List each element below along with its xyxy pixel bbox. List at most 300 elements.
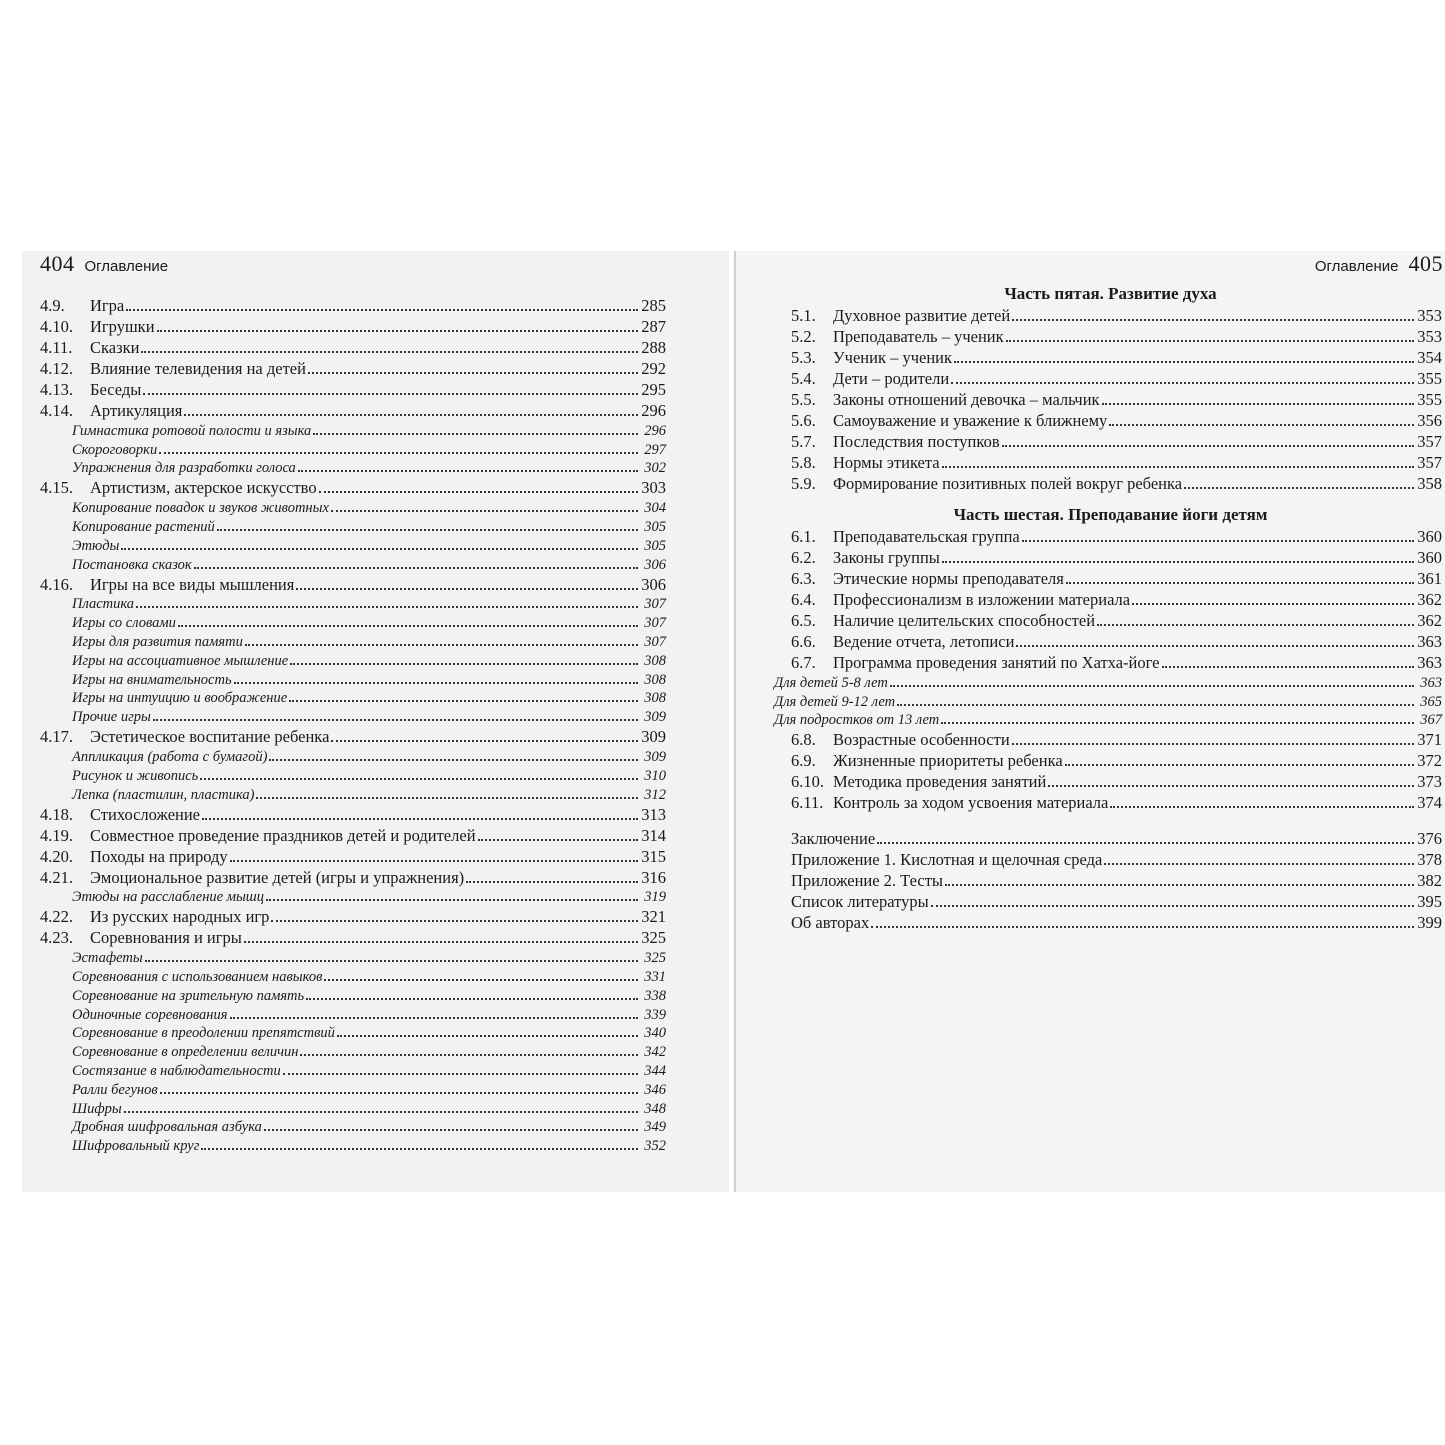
entry-title: Игрушки xyxy=(90,317,155,336)
entry-page: 314 xyxy=(641,825,666,845)
entry-page: 362 xyxy=(1417,611,1442,630)
toc-entry xyxy=(736,652,1445,673)
toc-subentry xyxy=(22,707,729,726)
toc-entry xyxy=(736,589,1445,610)
entry-title: Нормы этикета xyxy=(833,453,940,472)
entry-page: 309 xyxy=(644,709,666,726)
part-title: Часть пятая. Развитие духа xyxy=(1004,284,1217,303)
toc-subentry xyxy=(22,670,729,689)
dot-leader xyxy=(124,1111,638,1113)
dot-leader xyxy=(1016,645,1414,647)
entry-title: Этические нормы преподавателя xyxy=(833,569,1064,588)
dot-leader xyxy=(1065,764,1414,766)
toc-entry xyxy=(22,295,729,316)
dot-leader xyxy=(298,470,638,472)
toc-list-left xyxy=(22,295,729,1155)
entry-page: 362 xyxy=(1417,590,1442,609)
dot-leader xyxy=(217,529,638,531)
dot-leader xyxy=(890,685,1414,687)
entry-title: Жизненные приоритеты ребенка xyxy=(833,751,1063,771)
toc-entry xyxy=(22,825,729,846)
entry-number: 6.5. xyxy=(791,611,816,630)
dot-leader xyxy=(1132,603,1414,605)
entry-page: 325 xyxy=(641,928,666,948)
entry-title: Приложение 1. Кислотная и щелочная среда xyxy=(791,850,1103,870)
entry-title: Одиночные соревнования xyxy=(72,1006,228,1023)
entry-page: 367 xyxy=(1420,712,1442,729)
dot-leader xyxy=(897,704,1414,706)
toc-subentry xyxy=(22,1118,729,1137)
entry-title: Заключение xyxy=(791,829,876,849)
toc-entry xyxy=(22,574,729,595)
dot-leader xyxy=(942,561,1414,563)
entry-number: 4.12. xyxy=(40,359,73,378)
toc-entry xyxy=(22,400,729,421)
page-number: 405 xyxy=(1408,251,1443,276)
entry-number: 4.18. xyxy=(40,804,73,824)
dot-leader xyxy=(143,393,638,395)
entry-title: Артикуляция xyxy=(90,401,183,420)
toc-entry xyxy=(736,431,1445,452)
entry-title: Походы на природу xyxy=(90,846,228,866)
entry-page: 376 xyxy=(1417,829,1442,849)
entry-title: Этюды на расслабление мышц xyxy=(72,889,264,906)
toc-entry xyxy=(736,568,1445,589)
part-title: Часть шестая. Преподавание йоги детям xyxy=(953,505,1268,524)
running-head: Оглавление xyxy=(1314,258,1399,275)
entry-title: Духовное развитие детей xyxy=(833,306,1011,325)
dot-leader xyxy=(1184,487,1414,489)
entry-title: Ведение отчета, летописи xyxy=(833,632,1015,651)
dot-leader xyxy=(269,759,638,761)
entry-page: 308 xyxy=(644,690,666,707)
entry-page: 358 xyxy=(1417,474,1442,493)
entry-page: 349 xyxy=(644,1119,666,1136)
toc-entry xyxy=(736,771,1445,792)
toc-subentry xyxy=(22,967,729,986)
left-page-header xyxy=(40,251,178,277)
dot-leader xyxy=(256,797,638,799)
entry-title: Соревнования и игры xyxy=(90,928,242,948)
entry-number: 6.4. xyxy=(791,590,816,609)
entry-title: Ученик – ученик xyxy=(833,348,953,367)
right-page xyxy=(734,251,1445,1192)
entry-page: 360 xyxy=(1417,548,1442,567)
entry-page: 306 xyxy=(641,574,666,594)
entry-page: 356 xyxy=(1417,411,1442,430)
toc-subentry xyxy=(22,1061,729,1080)
entry-title: Эмоциональное развитие детей (игры и упражнения) xyxy=(90,867,465,887)
entry-number: 4.19. xyxy=(40,825,73,845)
dot-leader xyxy=(1110,806,1414,808)
entry-title: Рисунок и живопись xyxy=(72,767,199,784)
dot-leader xyxy=(290,663,638,665)
toc-entry xyxy=(736,631,1445,652)
entry-page: 308 xyxy=(644,671,666,688)
toc-entry xyxy=(736,389,1445,410)
dot-leader xyxy=(319,491,638,493)
right-page-header xyxy=(1305,251,1443,277)
toc-entry xyxy=(736,912,1445,933)
entry-title: Об авторах xyxy=(791,913,870,933)
toc-subentry xyxy=(22,1024,729,1043)
dot-leader xyxy=(230,860,638,862)
entry-page: 297 xyxy=(644,441,666,458)
dot-leader xyxy=(283,1073,638,1075)
dot-leader xyxy=(871,926,1414,928)
entry-number: 4.22. xyxy=(40,907,73,927)
entry-number: 5.9. xyxy=(791,474,816,493)
dot-leader xyxy=(306,998,638,1000)
entry-page: 296 xyxy=(644,422,666,439)
entry-page: 354 xyxy=(1417,348,1442,367)
dot-leader xyxy=(1097,624,1414,626)
entry-title: Ралли бегунов xyxy=(72,1081,158,1098)
entry-number: 6.1. xyxy=(791,527,816,546)
dot-leader xyxy=(202,818,638,820)
toc-entry xyxy=(22,927,729,948)
entry-page: 361 xyxy=(1417,569,1442,588)
entry-title: Из русских народных игр xyxy=(90,907,270,927)
entry-title: Игра xyxy=(90,296,125,315)
dot-leader xyxy=(478,839,638,841)
dot-leader xyxy=(951,382,1414,384)
entry-title: Шифры xyxy=(72,1100,122,1117)
toc-subentry xyxy=(22,1005,729,1024)
entry-page: 382 xyxy=(1417,871,1442,891)
entry-number: 4.9. xyxy=(40,296,65,315)
entry-number: 4.10. xyxy=(40,317,73,336)
entry-page: 331 xyxy=(644,968,666,985)
entry-page: 346 xyxy=(644,1081,666,1098)
entry-page: 307 xyxy=(644,633,666,650)
entry-title: Лепка (пластилин, пластика) xyxy=(72,786,255,803)
entry-page: 309 xyxy=(644,748,666,765)
entry-title: Игры со словами xyxy=(72,615,176,632)
entry-page: 303 xyxy=(641,478,666,498)
entry-title: Преподавательская группа xyxy=(833,527,1020,546)
entry-title: Игры на интуицию и воображение xyxy=(72,690,288,707)
dot-leader xyxy=(1012,319,1414,321)
entry-page: 313 xyxy=(641,804,666,824)
entry-number: 6.11. xyxy=(791,793,824,813)
dot-leader xyxy=(466,881,638,883)
entry-number: 6.9. xyxy=(791,751,816,771)
toc-entry xyxy=(22,804,729,825)
entry-title: Постановка сказок xyxy=(72,556,192,573)
entry-number: 4.16. xyxy=(40,574,73,594)
dot-leader xyxy=(331,740,638,742)
dot-leader xyxy=(1022,540,1414,542)
toc-entry xyxy=(22,337,729,358)
dot-leader xyxy=(230,1017,639,1019)
entry-page: 378 xyxy=(1417,850,1442,870)
toc-entry xyxy=(736,368,1445,389)
dot-leader xyxy=(145,960,638,962)
toc-entry xyxy=(22,316,729,337)
toc-entry xyxy=(22,477,729,498)
dot-leader xyxy=(264,1129,638,1131)
dot-leader xyxy=(194,567,638,569)
dot-leader xyxy=(1006,340,1414,342)
entry-title: Игры для развития памяти xyxy=(72,633,243,650)
entry-number: 5.2. xyxy=(791,327,816,346)
toc-entry xyxy=(736,610,1445,631)
entry-title: Формирование позитивных полей вокруг ребенка xyxy=(833,474,1183,493)
entry-number: 4.21. xyxy=(40,867,73,887)
dot-leader xyxy=(954,361,1414,363)
entry-number: 6.10. xyxy=(791,772,824,792)
toc-subentry xyxy=(22,986,729,1005)
toc-subentry xyxy=(22,785,729,804)
entry-number: 4.11. xyxy=(40,338,73,357)
toc-entry xyxy=(736,849,1445,870)
entry-page: 285 xyxy=(641,296,666,315)
entry-page: 308 xyxy=(644,652,666,669)
entry-number: 5.6. xyxy=(791,411,816,430)
back-matter-entries xyxy=(736,828,1445,933)
toc-subentry xyxy=(22,536,729,555)
entry-number: 4.20. xyxy=(40,846,73,866)
entry-title: Законы группы xyxy=(833,548,940,567)
entry-title: Самоуважение и уважение к ближнему xyxy=(833,411,1108,430)
entry-page: 348 xyxy=(644,1100,666,1117)
toc-entry xyxy=(736,750,1445,771)
toc-entry xyxy=(736,326,1445,347)
page-number: 404 xyxy=(40,251,75,276)
toc-subentry xyxy=(736,711,1445,730)
spacer xyxy=(736,813,1445,828)
toc-entry xyxy=(736,526,1445,547)
dot-leader xyxy=(300,1054,638,1056)
entry-title: Для детей 9-12 лет xyxy=(774,693,896,710)
part-entries xyxy=(736,526,1445,813)
entry-title: Соревнование в определении величин xyxy=(72,1044,299,1061)
entry-title: Дробная шифровальная азбука xyxy=(72,1119,262,1136)
entry-number: 4.17. xyxy=(40,727,73,747)
entry-title: Эстетическое воспитание ребенка xyxy=(90,727,330,747)
dot-leader xyxy=(1104,863,1414,865)
entry-title: Артистизм, актерское искусство xyxy=(90,478,317,498)
entry-page: 338 xyxy=(644,987,666,1004)
toc-entry xyxy=(22,726,729,747)
entry-title: Этюды xyxy=(72,537,120,554)
dot-leader xyxy=(245,644,638,646)
entry-title: Преподаватель – ученик xyxy=(833,327,1004,346)
entry-page: 305 xyxy=(644,537,666,554)
toc-entry xyxy=(736,347,1445,368)
entry-title: Программа проведения занятий по Хатха-йоге xyxy=(833,653,1160,672)
entry-title: Наличие целительских способностей xyxy=(833,611,1096,630)
entry-page: 339 xyxy=(644,1006,666,1023)
entry-title: Прочие игры xyxy=(72,709,151,726)
toc-subentry xyxy=(22,555,729,574)
entry-title: Копирование повадок и звуков животных xyxy=(72,500,329,517)
entry-page: 374 xyxy=(1417,793,1442,813)
entry-number: 6.2. xyxy=(791,548,816,567)
entry-page: 344 xyxy=(644,1062,666,1079)
entry-page: 399 xyxy=(1417,913,1442,933)
toc-subentry xyxy=(22,517,729,536)
toc-entry xyxy=(736,305,1445,326)
toc-subentry xyxy=(22,632,729,651)
toc-subentry xyxy=(22,1099,729,1118)
entry-title: Игры на все виды мышления xyxy=(90,574,295,594)
toc-subentry xyxy=(22,498,729,517)
entry-title: Законы отношений девочка – мальчик xyxy=(833,390,1100,409)
entry-page: 305 xyxy=(644,518,666,535)
toc-subentry xyxy=(22,651,729,670)
toc-entry xyxy=(736,891,1445,912)
dot-leader xyxy=(159,452,638,454)
entry-page: 287 xyxy=(641,317,666,336)
entry-number: 6.8. xyxy=(791,730,816,750)
entry-title: Упражнения для разработки голоса xyxy=(72,460,296,477)
toc-subentry xyxy=(22,613,729,632)
entry-page: 355 xyxy=(1417,390,1442,409)
dot-leader xyxy=(136,606,638,608)
entry-page: 296 xyxy=(641,401,666,420)
entry-page: 353 xyxy=(1417,306,1442,325)
toc-subentry xyxy=(22,1136,729,1155)
entry-title: Профессионализм в изложении материала xyxy=(833,590,1131,609)
entry-number: 5.3. xyxy=(791,348,816,367)
entry-title: Копирование растений xyxy=(72,518,215,535)
dot-leader xyxy=(244,941,638,943)
entry-title: Совместное проведение праздников детей и родителей xyxy=(90,825,476,845)
entry-page: 357 xyxy=(1417,453,1442,472)
entry-page: 325 xyxy=(644,950,666,967)
toc-entry xyxy=(22,906,729,927)
dot-leader xyxy=(337,1035,638,1037)
entry-page: 302 xyxy=(644,460,666,477)
dot-leader xyxy=(271,920,638,922)
dot-leader xyxy=(941,722,1414,724)
dot-leader xyxy=(200,778,638,780)
entry-page: 340 xyxy=(644,1025,666,1042)
toc-subentry xyxy=(22,595,729,614)
toc-subentry xyxy=(22,459,729,478)
toc-subentry xyxy=(22,747,729,766)
entry-page: 363 xyxy=(1420,674,1442,691)
dot-leader xyxy=(234,682,638,684)
entry-number: 6.3. xyxy=(791,569,816,588)
dot-leader xyxy=(945,884,1414,886)
dot-leader xyxy=(877,842,1414,844)
entry-number: 5.8. xyxy=(791,453,816,472)
entry-title: Гимнастика ротовой полости и языка xyxy=(72,422,312,439)
entry-number: 5.1. xyxy=(791,306,816,325)
entry-number: 5.4. xyxy=(791,369,816,388)
entry-page: 304 xyxy=(644,500,666,517)
entry-title: Соревнования с использованием навыков xyxy=(72,968,323,985)
dot-leader xyxy=(308,372,638,374)
toc-entry xyxy=(22,379,729,400)
entry-number: 6.7. xyxy=(791,653,816,672)
entry-page: 319 xyxy=(644,889,666,906)
entry-title: Возрастные особенности xyxy=(833,730,1010,750)
dot-leader xyxy=(201,1148,638,1150)
entry-title: Шифровальный круг xyxy=(72,1138,200,1155)
toc-entry xyxy=(736,828,1445,849)
entry-page: 352 xyxy=(644,1138,666,1155)
entry-title: Контроль за ходом усвоения материала xyxy=(833,793,1109,813)
entry-page: 292 xyxy=(641,359,666,378)
entry-title: Скороговорки xyxy=(72,441,158,458)
entry-page: 316 xyxy=(641,867,666,887)
dot-leader xyxy=(1102,403,1414,405)
toc-entry xyxy=(736,729,1445,750)
entry-title: Игры на ассоциативное мышление xyxy=(72,652,289,669)
part-entries xyxy=(736,305,1445,494)
entry-title: Пластика xyxy=(72,596,135,613)
dot-leader xyxy=(289,700,638,702)
entry-number: 5.5. xyxy=(791,390,816,409)
entry-title: Список литературы xyxy=(791,892,929,912)
toc-subentry xyxy=(22,1080,729,1099)
entry-page: 371 xyxy=(1417,730,1442,750)
entry-title: Последствия поступков xyxy=(833,432,1000,451)
toc-entry xyxy=(736,870,1445,891)
entry-title: Игры на внимательность xyxy=(72,671,232,688)
entry-page: 372 xyxy=(1417,751,1442,771)
entry-title: Сказки xyxy=(90,338,140,357)
entry-number: 4.15. xyxy=(40,478,73,498)
entry-page: 357 xyxy=(1417,432,1442,451)
dot-leader xyxy=(1012,743,1414,745)
entry-page: 373 xyxy=(1417,772,1442,792)
entry-page: 365 xyxy=(1420,693,1442,710)
entry-title: Для подростков от 13 лет xyxy=(774,712,940,729)
dot-leader xyxy=(141,351,638,353)
entry-page: 342 xyxy=(644,1044,666,1061)
entry-page: 310 xyxy=(644,767,666,784)
toc-subentry xyxy=(736,692,1445,711)
dot-leader xyxy=(178,625,638,627)
entry-title: Соревнование в преодолении препятствий xyxy=(72,1025,335,1042)
dot-leader xyxy=(184,414,638,416)
dot-leader xyxy=(153,719,638,721)
dot-leader xyxy=(296,588,638,590)
dot-leader xyxy=(1162,666,1415,668)
entry-page: 363 xyxy=(1417,653,1442,672)
dot-leader xyxy=(313,433,638,435)
dot-leader xyxy=(331,510,638,512)
toc-subentry xyxy=(736,673,1445,692)
toc-entry xyxy=(736,410,1445,431)
entry-title: Стихосложение xyxy=(90,804,200,824)
toc-subentry xyxy=(22,888,729,907)
running-head: Оглавление xyxy=(84,258,169,275)
entry-page: 295 xyxy=(641,380,666,399)
toc-entry xyxy=(736,452,1445,473)
entry-title: Аппликация (работа с бумагой) xyxy=(72,748,268,765)
entry-page: 355 xyxy=(1417,369,1442,388)
entry-page: 307 xyxy=(644,596,666,613)
toc-subentry xyxy=(22,689,729,708)
entry-page: 307 xyxy=(644,615,666,632)
entry-title: Дети – родители xyxy=(833,369,950,388)
entry-number: 4.13. xyxy=(40,380,73,399)
dot-leader xyxy=(121,548,638,550)
toc-entry xyxy=(22,867,729,888)
entry-page: 309 xyxy=(641,727,666,747)
entry-number: 4.14. xyxy=(40,401,73,420)
dot-leader xyxy=(266,899,638,901)
left-page xyxy=(22,251,729,1192)
entry-title: Состязание в наблюдательности xyxy=(72,1062,281,1079)
entry-page: 321 xyxy=(641,907,666,927)
